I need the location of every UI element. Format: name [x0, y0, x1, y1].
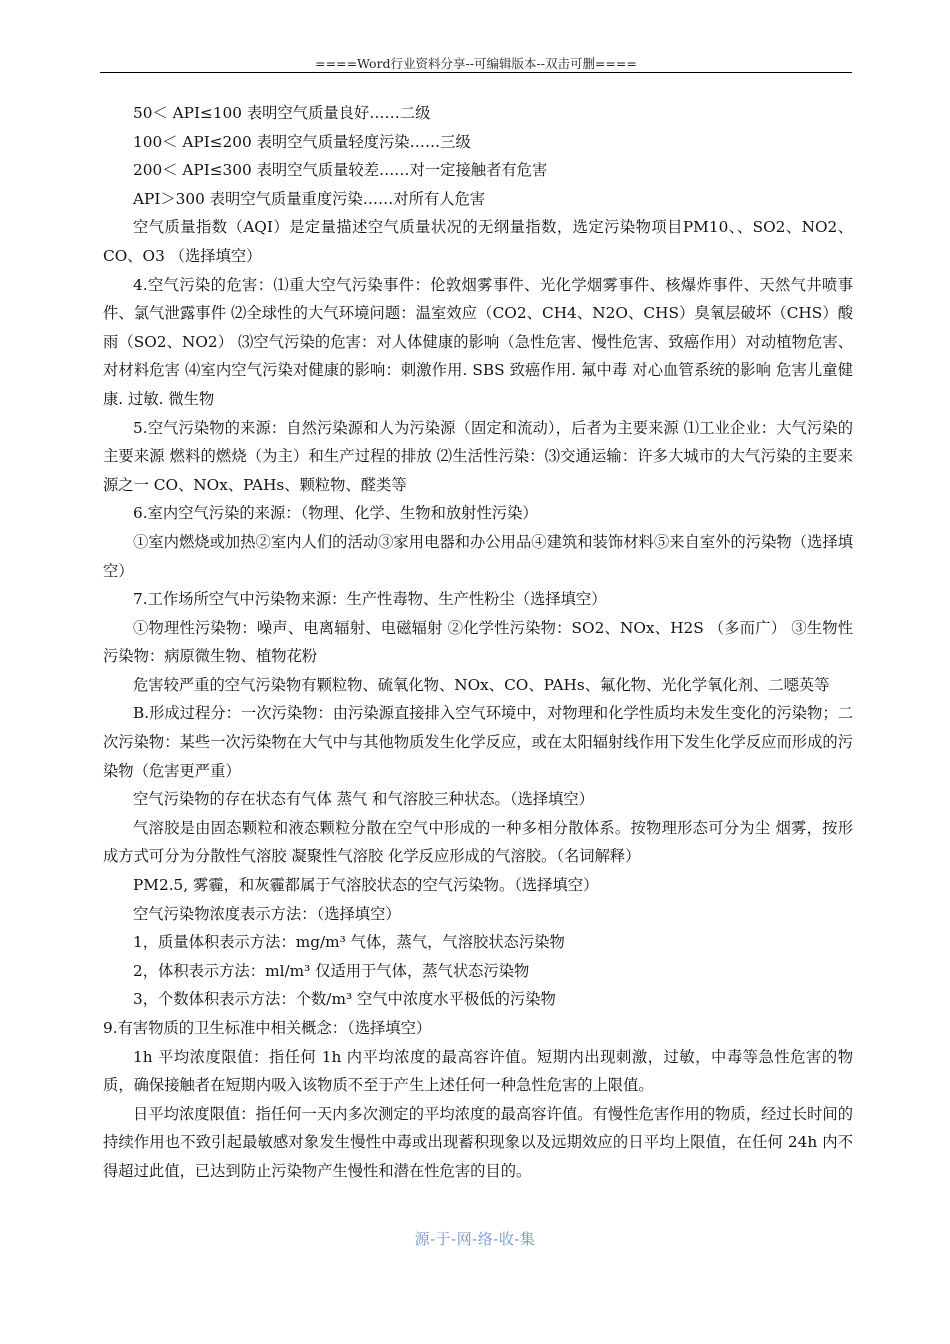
section-heading: 9.有害物质的卫生标准中相关概念：（选择填空） [103, 1019, 432, 1037]
paragraph: 200＜ API≤300 表明空气质量较差……对一定接触者有危害 [133, 161, 548, 180]
paragraph: API＞300 表明空气质量重度污染……对所有人危害 [133, 189, 486, 208]
paragraph: 2，体积表示方法：ml/m³ 仅适用于气体，蒸气状态污染物 [133, 961, 530, 980]
paragraph: 空气污染物的存在状态有气体 蒸气 和气溶胶三种状态。（选择填空） [133, 790, 594, 809]
paragraph: 100＜ API≤200 表明空气质量轻度污染……三级 [133, 132, 471, 151]
paragraph: ①室内燃烧或加热②室内人们的活动③家用电器和办公用品④建筑和装饰材料⑤来自室外的污染物（选择填空） [103, 532, 853, 580]
paragraph: 3，个数体积表示方法：个数/m³ 空气中浓度水平极低的污染物 [133, 990, 556, 1009]
paragraph: 气溶胶是由固态颗粒和液态颗粒分散在空气中形成的一种多相分散体系。按物理形态可分为尘 烟雾，按形成方式可分为分散性气溶胶 凝聚性气溶胶 化学反应形成的气溶胶。（名词解释） [103, 818, 853, 866]
paragraph: 6.室内空气污染的来源：（物理、化学、生物和放射性污染） [133, 504, 538, 523]
paragraph: 日平均浓度限值：指任何一天内多次测定的平均浓度的最高容许值。有慢性危害作用的物质，经过长时间的持续作用也不致引起最敏感对象发生慢性中毒或出现蓄积现象以及远期效应的日平均上限值，在任何 24h 内不得超过此值，已达到防止污染物产生慢性和潜在性危害的目的。 [103, 1104, 853, 1180]
paragraph: 空气质量指数（AQI）是定量描述空气质量状况的无纲量指数，选定污染物项目PM10、、SO2、NO2、CO、O3 （选择填空） [103, 218, 853, 265]
paragraph: PM2.5, 雾霾，和灰霾都属于气溶胶状态的空气污染物。（选择填空） [133, 876, 599, 895]
page-footer: 源-于-网-络-收-集 [414, 1230, 536, 1248]
paragraph: 5.空气污染物的来源：自然污染源和人为污染源（固定和流动），后者为主要来源 ⑴工业企业：大气污染的主要来源 燃料的燃烧（为主）和生产过程的排放 ⑵生活性污染：⑶交通运输：许多大城市的大气污染的主要来源之一 CO、NOx、PAHs、颗粒物、醛类等 [103, 418, 853, 494]
paragraph: 50＜ API≤100 表明空气质量良好……二级 [133, 104, 431, 122]
paragraph: 空气污染物浓度表示方法：（选择填空） [133, 904, 401, 923]
paragraph: B.形成过程分：一次污染物：由污染源直接排入空气环境中，对物理和化学性质均未发生变化的污染物；二次污染物：某些一次污染物在大气中与其他物质发生化学反应，或在太阳辐射线作用下发生化学反应而形成的污染物（危害更严重） [103, 704, 853, 780]
paragraph: 1，质量体积表示方法：mg/m³ 气体，蒸气，气溶胶状态污染物 [133, 933, 565, 952]
paragraph: ①物理性污染物：噪声、电离辐射、电磁辐射 ②化学性污染物：SO2、NOx、H2S （多而广） ③生物性污染物：病原微生物、植物花粉 [103, 618, 853, 666]
paragraph: 1h 平均浓度限值：指任何 1h 内平均浓度的最高容许值。短期内出现刺激，过敏，中毒等急性危害的物质，确保接触者在短期内吸入该物质不至于产生上述任何一种急性危害的上限值。 [103, 1047, 853, 1095]
document-body [103, 99, 853, 1186]
paragraph: 4.空气污染的危害：⑴重大空气污染事件：伦敦烟雾事件、光化学烟雾事件、核爆炸事件、天然气井喷事件、氯气泄露事件 ⑵全球性的大气环境问题：温室效应（CO2、CH4、N2O、CHS）臭氧层破坏（CHS）酸雨（SO2、NO2） ⑶空气污染的危害：对人体健康的影响（急性危害、慢性危害、致癌作用）对动植物危害、对材料危害 ⑷室内空气污染对健康的影响：刺激作用. SBS 致癌作用. 氟中毒 对心血管系统的影响 危害儿童健康. 过敏. 微生物 [103, 275, 853, 408]
header-divider [100, 72, 852, 73]
page-header: ====Word行业资料分享--可编辑版本--双击可删==== [315, 56, 637, 71]
paragraph: 7.工作场所空气中污染物来源：生产性毒物、生产性粉尘（选择填空） [133, 590, 607, 609]
paragraph: 危害较严重的空气污染物有颗粒物、硫氧化物、NOx、CO、PAHs、氟化物、光化学氧化剂、二噁英等 [133, 675, 830, 694]
